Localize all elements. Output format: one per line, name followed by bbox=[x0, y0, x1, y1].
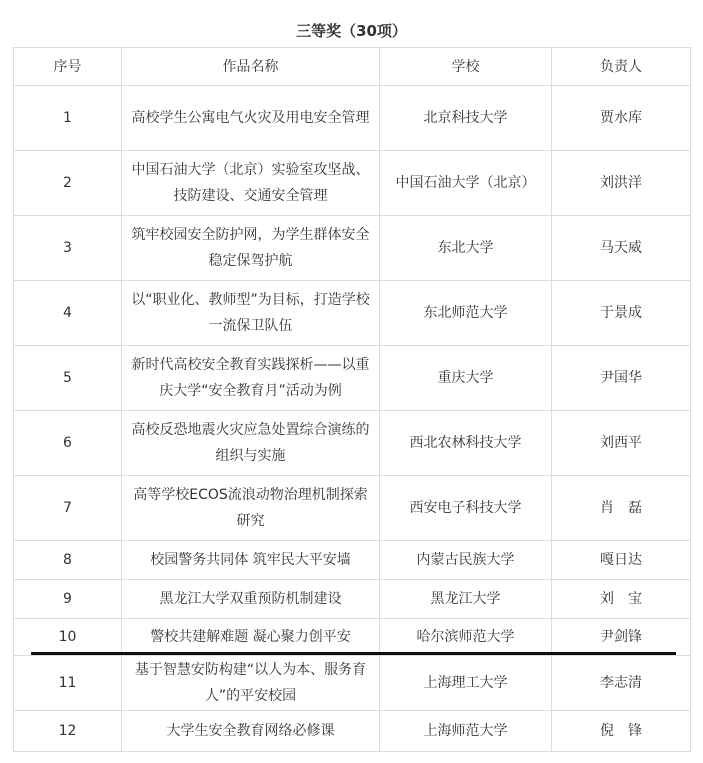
cell-leader: 刘 宝 bbox=[552, 580, 691, 619]
cell-no: 6 bbox=[14, 411, 122, 476]
cell-school: 东北师范大学 bbox=[380, 281, 552, 346]
cell-school: 东北大学 bbox=[380, 216, 552, 281]
cell-name: 高校反恐地震火灾应急处置综合演练的组织与实施 bbox=[122, 411, 380, 476]
table-row bbox=[14, 216, 691, 281]
cell-school: 哈尔滨师范大学 bbox=[380, 619, 552, 656]
page-title: 三等奖（30项） bbox=[296, 22, 407, 40]
cell-school: 上海理工大学 bbox=[380, 656, 552, 711]
cell-leader: 尹国华 bbox=[552, 346, 691, 411]
cell-name: 警校共建解难题 凝心聚力创平安 bbox=[122, 619, 380, 656]
cell-name: 黑龙江大学双重预防机制建设 bbox=[122, 580, 380, 619]
cell-leader: 刘洪洋 bbox=[552, 151, 691, 216]
cell-name: 高等学校ECOS流浪动物治理机制探索研究 bbox=[122, 476, 380, 541]
column-header-leader: 负责人 bbox=[552, 48, 691, 86]
column-header-school: 学校 bbox=[380, 48, 552, 86]
cell-name: 基于智慧安防构建“以人为本、服务育人”的平安校园 bbox=[122, 656, 380, 711]
cell-school: 重庆大学 bbox=[380, 346, 552, 411]
cell-school: 内蒙古民族大学 bbox=[380, 541, 552, 580]
annotation-divider-line bbox=[31, 652, 676, 655]
table-row bbox=[14, 86, 691, 151]
awards-table bbox=[13, 47, 691, 752]
cell-leader: 于景成 bbox=[552, 281, 691, 346]
cell-name: 高校学生公寓电气火灾及用电安全管理 bbox=[122, 86, 380, 151]
cell-name: 以“职业化、教师型”为目标，打造学校一流保卫队伍 bbox=[122, 281, 380, 346]
table-row bbox=[14, 580, 691, 619]
cell-no: 7 bbox=[14, 476, 122, 541]
cell-leader: 马天威 bbox=[552, 216, 691, 281]
cell-no: 5 bbox=[14, 346, 122, 411]
cell-school: 西北农林科技大学 bbox=[380, 411, 552, 476]
table-row bbox=[14, 281, 691, 346]
column-header-no: 序号 bbox=[14, 48, 122, 86]
cell-no: 9 bbox=[14, 580, 122, 619]
cell-school: 黑龙江大学 bbox=[380, 580, 552, 619]
table-row bbox=[14, 476, 691, 541]
table-row bbox=[14, 151, 691, 216]
cell-leader: 贾水库 bbox=[552, 86, 691, 151]
cell-leader: 尹剑锋 bbox=[552, 619, 691, 656]
table-row bbox=[14, 619, 691, 656]
cell-name: 校园警务共同体 筑牢民大平安墙 bbox=[122, 541, 380, 580]
cell-name: 中国石油大学（北京）实验室攻坚战、技防建设、交通安全管理 bbox=[122, 151, 380, 216]
table-row bbox=[14, 656, 691, 711]
column-header-name: 作品名称 bbox=[122, 48, 380, 86]
cell-leader: 李志清 bbox=[552, 656, 691, 711]
table-row bbox=[14, 346, 691, 411]
cell-school: 西安电子科技大学 bbox=[380, 476, 552, 541]
cell-school: 上海师范大学 bbox=[380, 711, 552, 752]
table-row bbox=[14, 711, 691, 752]
cell-name: 大学生安全教育网络必修课 bbox=[122, 711, 380, 752]
cell-no: 10 bbox=[14, 619, 122, 656]
cell-no: 1 bbox=[14, 86, 122, 151]
cell-no: 3 bbox=[14, 216, 122, 281]
table-header-row bbox=[14, 48, 691, 86]
cell-leader: 刘西平 bbox=[552, 411, 691, 476]
cell-school: 中国石油大学（北京） bbox=[380, 151, 552, 216]
cell-name: 新时代高校安全教育实践探析——以重庆大学“安全教育月”活动为例 bbox=[122, 346, 380, 411]
cell-leader: 肖 磊 bbox=[552, 476, 691, 541]
cell-no: 11 bbox=[14, 656, 122, 711]
table-row bbox=[14, 411, 691, 476]
cell-no: 12 bbox=[14, 711, 122, 752]
cell-leader: 倪 锋 bbox=[552, 711, 691, 752]
cell-leader: 嘎日达 bbox=[552, 541, 691, 580]
cell-school: 北京科技大学 bbox=[380, 86, 552, 151]
cell-no: 8 bbox=[14, 541, 122, 580]
cell-no: 4 bbox=[14, 281, 122, 346]
cell-no: 2 bbox=[14, 151, 122, 216]
table-row bbox=[14, 541, 691, 580]
cell-name: 筑牢校园安全防护网，为学生群体安全稳定保驾护航 bbox=[122, 216, 380, 281]
